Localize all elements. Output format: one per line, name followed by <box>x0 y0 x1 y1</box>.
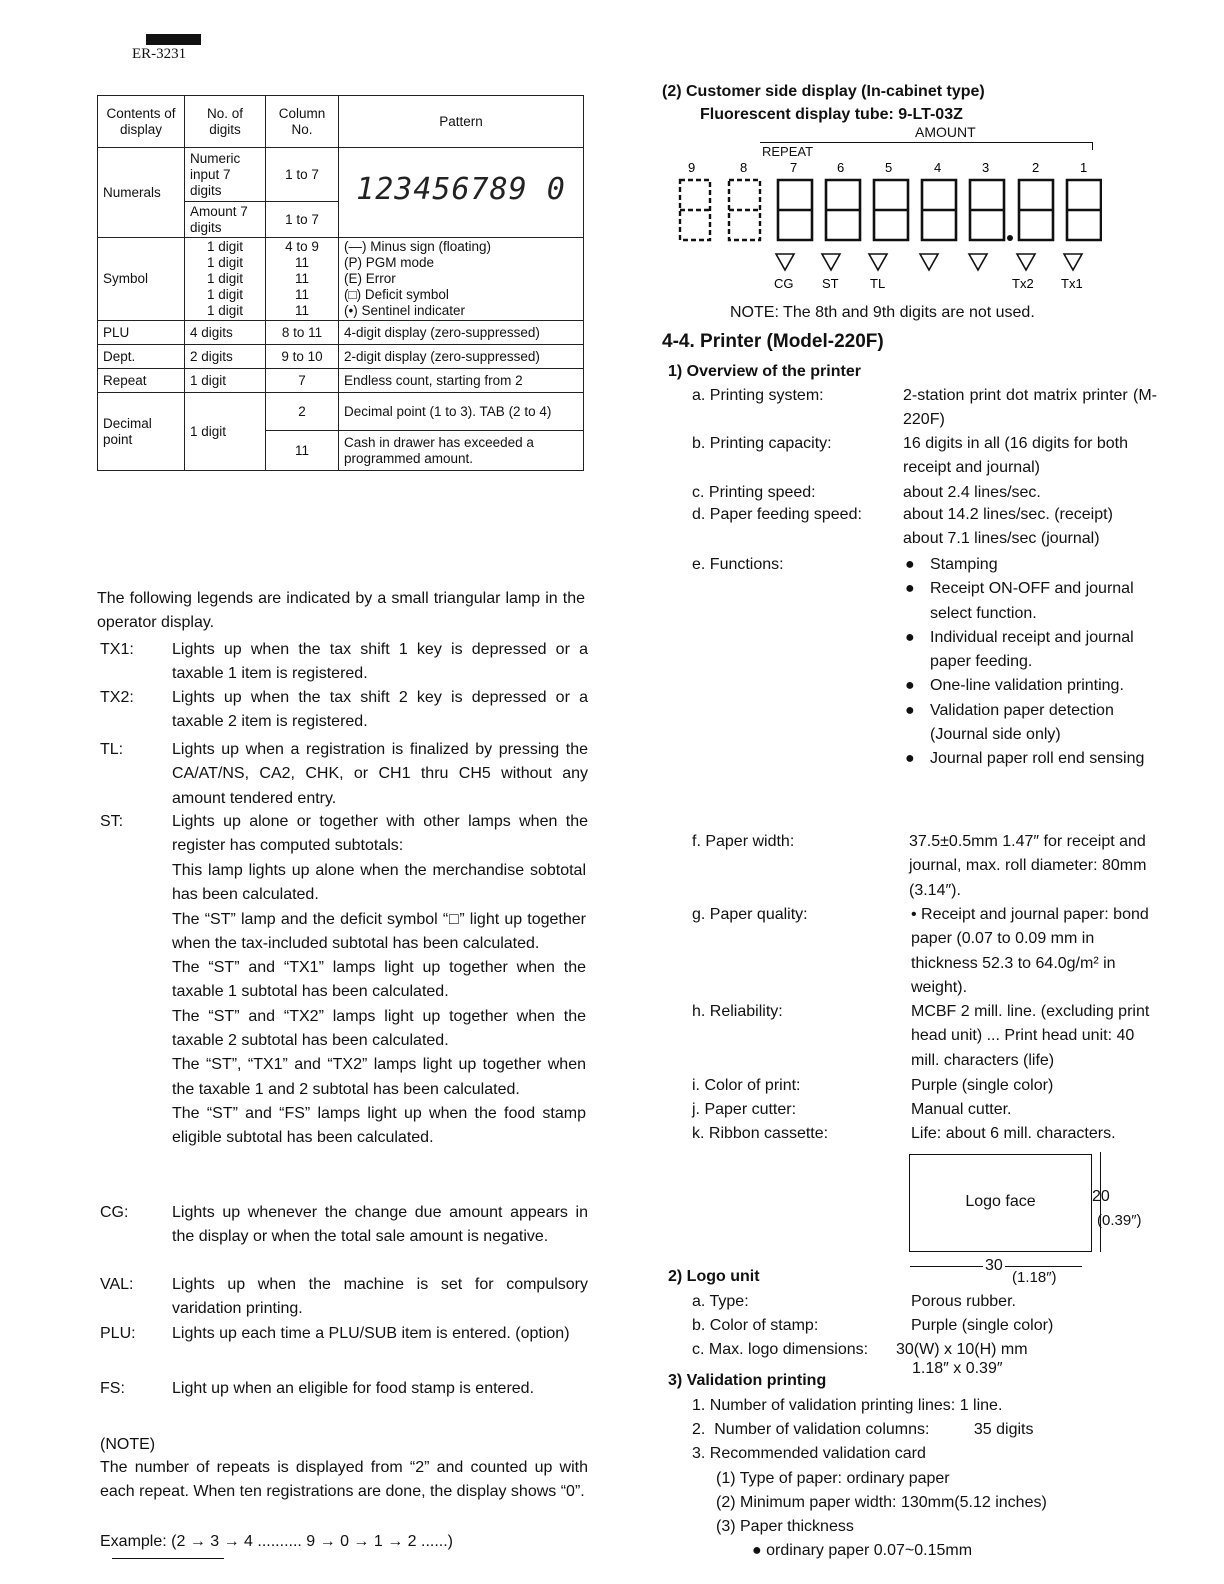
display-tube: Fluorescent display tube: 9-LT-03Z <box>700 106 963 123</box>
segment-digit-4 <box>922 180 956 240</box>
logo-unit-title: 2) Logo unit <box>668 1268 760 1285</box>
lamp-triangle <box>869 254 887 270</box>
st-detail: The “ST” and “TX1” lamps light up together when the taxable 1 subtotal has been calculated. <box>172 959 586 1001</box>
lamp-label: Tx1 <box>1061 276 1083 291</box>
numerals-amount-col: 1 to 7 <box>266 202 339 238</box>
st-detail: This lamp lights up alone when the merchandise sobtotal has been calculated. <box>172 862 586 904</box>
plu-pattern: 4-digit display (zero-suppressed) <box>339 321 584 345</box>
bullet-icon: ● <box>905 701 915 719</box>
digit-number: 9 <box>688 160 696 175</box>
segment-digit-7 <box>778 180 812 240</box>
display-note: NOTE: The 8th and 9th digits are not used. <box>730 304 1035 321</box>
legend-text: Lights up when the machine is set for compulsory varidation printing. <box>172 1276 588 1318</box>
customer-display-title: (2) Customer side display (In-cabinet type) <box>662 83 985 100</box>
repeat-col: 7 <box>266 369 339 393</box>
spec-value: about 2.4 lines/sec. <box>903 484 1041 501</box>
symbol-digit: 1 digit <box>206 303 244 318</box>
spec-key: k. Ribbon cassette: <box>692 1125 829 1142</box>
dept-pattern: 2-digit display (zero-suppressed) <box>339 345 584 369</box>
row-symbol-label: Symbol <box>98 238 185 321</box>
spec-value: 2-station print dot matrix printer (M-220F) <box>903 387 1157 429</box>
spec-value: Life: about 6 mill. characters. <box>911 1125 1116 1142</box>
spec-value: Purple (single color) <box>911 1077 1054 1094</box>
seven-seg-pattern: 123456789 0 <box>356 172 566 207</box>
legend-key: PLU: <box>100 1325 136 1342</box>
unused-digit-9 <box>680 180 710 240</box>
lamp-label: Tx2 <box>1012 276 1034 291</box>
numerals-amount-digits: Amount 7 digits <box>185 202 266 238</box>
legend-key: CG: <box>100 1204 129 1221</box>
function-item: One-line validation printing. <box>930 677 1124 695</box>
legend-text: Lights up when the tax shift 1 key is depressed or a taxable 1 item is registered. <box>172 641 588 683</box>
spec-value: • Receipt and journal paper: bond paper (0.07 to 0.09 mm in thickness 52.3 to 64.0g/m² in weight). <box>911 906 1149 996</box>
st-detail-list <box>172 859 586 1151</box>
legend-text: Lights up when a registration is finalized by pressing the CA/AT/NS, CA2, CHK, or CH1 thru CH5 without any amount tendered entry. <box>172 741 588 807</box>
plu-col: 8 to 11 <box>266 321 339 345</box>
width-mm: 30 <box>985 1257 1003 1274</box>
digit-number: 4 <box>934 160 942 175</box>
legend-key: VAL: <box>100 1276 134 1293</box>
legend-key: TX2: <box>100 689 134 706</box>
segment-digit-2 <box>1019 180 1053 240</box>
validation-item: 1. Number of validation printing lines: 1 line. <box>692 1397 1003 1414</box>
digit-number: 6 <box>837 160 845 175</box>
printer-overview: 1) Overview of the printer <box>668 363 861 380</box>
width-in: (1.18″) <box>1012 1269 1057 1286</box>
symbol-pattern: (E) Error <box>344 271 396 286</box>
spec-value: about 14.2 lines/sec. (receipt) about 7.1 lines/sec (journal) <box>903 506 1113 548</box>
symbol-pattern: (—) Minus sign (floating) <box>344 239 492 254</box>
spec-value: 30(W) x 10(H) mm <box>896 1341 1028 1358</box>
legend-text: Lights up when the tax shift 2 key is depressed or a taxable 2 item is registered. <box>172 689 588 731</box>
customer-display-graphic <box>672 158 1102 298</box>
row-repeat-label: Repeat <box>98 369 185 393</box>
spec-key: a. Type: <box>692 1293 749 1310</box>
legend-text: Lights up each time a PLU/SUB item is entered. (option) <box>172 1325 570 1342</box>
digit-number: 3 <box>982 160 990 175</box>
bullet-icon: ● <box>905 677 915 695</box>
note-example: Example: (2 → 3 → 4 .......... 9 → 0 → 1 → 2 ......) <box>100 1533 453 1550</box>
digit-number: 1 <box>1080 160 1088 175</box>
numerals-input-digits: Numeric input 7 digits <box>185 148 266 202</box>
row-decimal-label: Decimal point <box>98 393 185 471</box>
symbol-pattern: (□) Deficit symbol <box>344 287 449 302</box>
legend-text: Light up when an eligible for food stamp is entered. <box>172 1380 535 1397</box>
symbol-digit: 1 digit <box>206 255 244 270</box>
spec-key: e. Functions: <box>692 556 784 573</box>
symbol-digit: 1 digit <box>206 239 244 254</box>
spec-key: i. Color of print: <box>692 1077 801 1094</box>
spec-value: Manual cutter. <box>911 1101 1012 1118</box>
decimal-dot <box>1007 235 1013 241</box>
spec-value: 37.5±0.5mm 1.47″ for receipt and journal, max. roll diameter: 80mm (3.14″). <box>909 833 1147 899</box>
spec-key: j. Paper cutter: <box>692 1101 797 1118</box>
dept-col: 9 to 10 <box>266 345 339 369</box>
st-detail: The “ST”, “TX1” and “TX2” lamps light up together when the taxable 1 and 2 subtotal has been calculated. <box>172 1056 586 1098</box>
printer-heading: 4-4. Printer (Model-220F) <box>662 331 884 352</box>
decimal-col1: 2 <box>266 393 339 431</box>
spec-value: MCBF 2 mill. line. (excluding print head unit) ... Print head unit: 40 mill. characters (life) <box>911 1003 1150 1069</box>
bullet-icon: ● <box>905 750 915 768</box>
logo-face-label: Logo face <box>965 1193 1036 1210</box>
symbol-col: 11 <box>294 255 309 270</box>
digit-number: 8 <box>740 160 748 175</box>
validation-sub: (2) Minimum paper width: 130mm(5.12 inches) <box>716 1494 1047 1511</box>
lamp-triangle <box>822 254 840 270</box>
row-plu-label: PLU <box>98 321 185 345</box>
symbol-col: 11 <box>294 303 309 318</box>
spec-key: d. Paper feeding speed: <box>692 506 862 523</box>
st-detail: The “ST” lamp and the deficit symbol “□” light up together when the tax-included subtotal has been calculated. <box>172 910 586 952</box>
note-underline <box>112 1558 224 1559</box>
lamp-triangle <box>1064 254 1082 270</box>
spec-key: c. Printing speed: <box>692 484 816 501</box>
bullet-icon: ● <box>905 628 915 646</box>
validation-bullet <box>752 1539 972 1563</box>
th-column: Column No. <box>266 96 339 148</box>
spec-key: g. Paper quality: <box>692 906 808 923</box>
lamp-label: TL <box>870 276 886 291</box>
th-contents: Contents of display <box>98 96 185 148</box>
bullet-icon: ● <box>752 1542 762 1559</box>
digit-number: 5 <box>885 160 893 175</box>
segment-digit-3 <box>970 180 1004 240</box>
function-item: Validation paper detection (Journal side only) <box>930 701 1114 744</box>
spec-key: h. Reliability: <box>692 1003 783 1020</box>
lamp-triangle <box>1017 254 1035 270</box>
decimal-col2: 11 <box>266 431 339 471</box>
legend-key: TX1: <box>100 641 134 658</box>
function-item: Journal paper roll end sensing <box>930 750 1145 768</box>
header-bar <box>146 34 201 45</box>
function-item: Receipt ON-OFF and journal select function. <box>930 580 1134 622</box>
legend-text: Lights up whenever the change due amount appears in the display or when the total sale amount is negative. <box>172 1204 588 1246</box>
unused-digit-8 <box>729 180 760 240</box>
height-in: (0.39″) <box>1097 1212 1142 1229</box>
segment-digit-1 <box>1067 180 1101 240</box>
validation-sub: (1) Type of paper: ordinary paper <box>716 1470 950 1487</box>
decimal-pattern1: Decimal point (1 to 3). TAB (2 to 4) <box>339 393 584 431</box>
model-number: ER-3231 <box>132 46 187 62</box>
validation-title: 3) Validation printing <box>668 1372 827 1389</box>
dept-digits: 2 digits <box>185 345 266 369</box>
function-item: Stamping <box>930 556 998 573</box>
legend-key: FS: <box>100 1380 125 1397</box>
plu-digits: 4 digits <box>185 321 266 345</box>
symbol-col: 11 <box>294 271 309 286</box>
function-item: Individual receipt and journal paper feeding. <box>930 628 1134 671</box>
lamp-label: ST <box>822 276 839 291</box>
row-dept-label: Dept. <box>98 345 185 369</box>
spec-key: a. Printing system: <box>692 387 824 404</box>
bullet-icon: ● <box>905 556 915 573</box>
symbol-pattern: (P) PGM mode <box>344 255 435 270</box>
spec-key: f. Paper width: <box>692 833 795 850</box>
symbol-digit: 1 digit <box>206 271 244 286</box>
decimal-pattern2: Cash in drawer has exceeded a programmed amount. <box>339 431 584 471</box>
lamp-label: CG <box>774 276 794 291</box>
symbol-digit: 1 digit <box>206 287 244 302</box>
legend-key: ST: <box>100 813 124 830</box>
segment-digit-6 <box>826 180 860 240</box>
legend-text: Lights up alone or together with other lamps when the register has computed subtotals: <box>172 813 588 855</box>
repeat-digits: 1 digit <box>185 369 266 393</box>
validation-item: 3. Recommended validation card <box>692 1445 926 1462</box>
repeat-pattern: Endless count, starting from 2 <box>339 369 584 393</box>
st-detail: The “ST” and “TX2” lamps light up together when the taxable 2 subtotal has been calculated. <box>172 1007 586 1050</box>
spec-value: 16 digits in all (16 digits for both receipt and journal) <box>903 435 1129 477</box>
symbol-pattern: (•) Sentinel indicater <box>344 303 466 318</box>
digit-number: 7 <box>790 160 798 175</box>
display-spec-table <box>97 95 584 471</box>
amount-label: AMOUNT <box>915 124 976 140</box>
spec-key: c. Max. logo dimensions: <box>692 1341 869 1358</box>
spec-value: Purple (single color) <box>911 1317 1054 1334</box>
validation-bullet-text: ordinary paper 0.07~0.15mm <box>766 1542 973 1559</box>
bullet-icon: ● <box>905 580 915 598</box>
spec-key: b. Color of stamp: <box>692 1317 819 1334</box>
th-digits: No. of digits <box>185 96 266 148</box>
numerals-input-col: 1 to 7 <box>266 148 339 202</box>
segment-digit-5 <box>874 180 908 240</box>
amount-bracket-end <box>1092 142 1093 150</box>
validation-item: 2. Number of validation columns: 35 digits <box>692 1421 1034 1438</box>
spec-value: Porous rubber. <box>911 1293 1016 1310</box>
row-numerals-label: Numerals <box>98 148 185 238</box>
note-text: The number of repeats is displayed from “2” and counted up with each repeat. When ten registrations are done, the display shows “0”. <box>100 1459 588 1501</box>
logo-face-box <box>909 1154 1092 1252</box>
repeat-label: REPEAT <box>762 144 814 159</box>
amount-bracket <box>760 142 1093 143</box>
th-pattern: Pattern <box>339 96 584 148</box>
lamp-triangle <box>969 254 987 270</box>
symbol-col: 11 <box>294 287 309 302</box>
legend-key: TL: <box>100 741 124 758</box>
validation-sub: (3) Paper thickness <box>716 1518 854 1535</box>
digit-number: 2 <box>1032 160 1040 175</box>
lamp-triangle <box>776 254 794 270</box>
lamp-triangle <box>920 254 938 270</box>
height-mm: 20 <box>1092 1188 1110 1205</box>
logo-dim-inches: 1.18″ x 0.39″ <box>912 1360 1003 1377</box>
note-title: (NOTE) <box>100 1436 156 1453</box>
spec-key: b. Printing capacity: <box>692 435 832 452</box>
decimal-digits: 1 digit <box>185 393 266 471</box>
legend-intro: The following legends are indicated by a small triangular lamp in the operator display. <box>97 590 585 632</box>
st-detail: The “ST” and “FS” lamps light up when the food stamp eligible subtotal has been calculated. <box>172 1104 586 1147</box>
symbol-col: 4 to 9 <box>285 239 319 254</box>
